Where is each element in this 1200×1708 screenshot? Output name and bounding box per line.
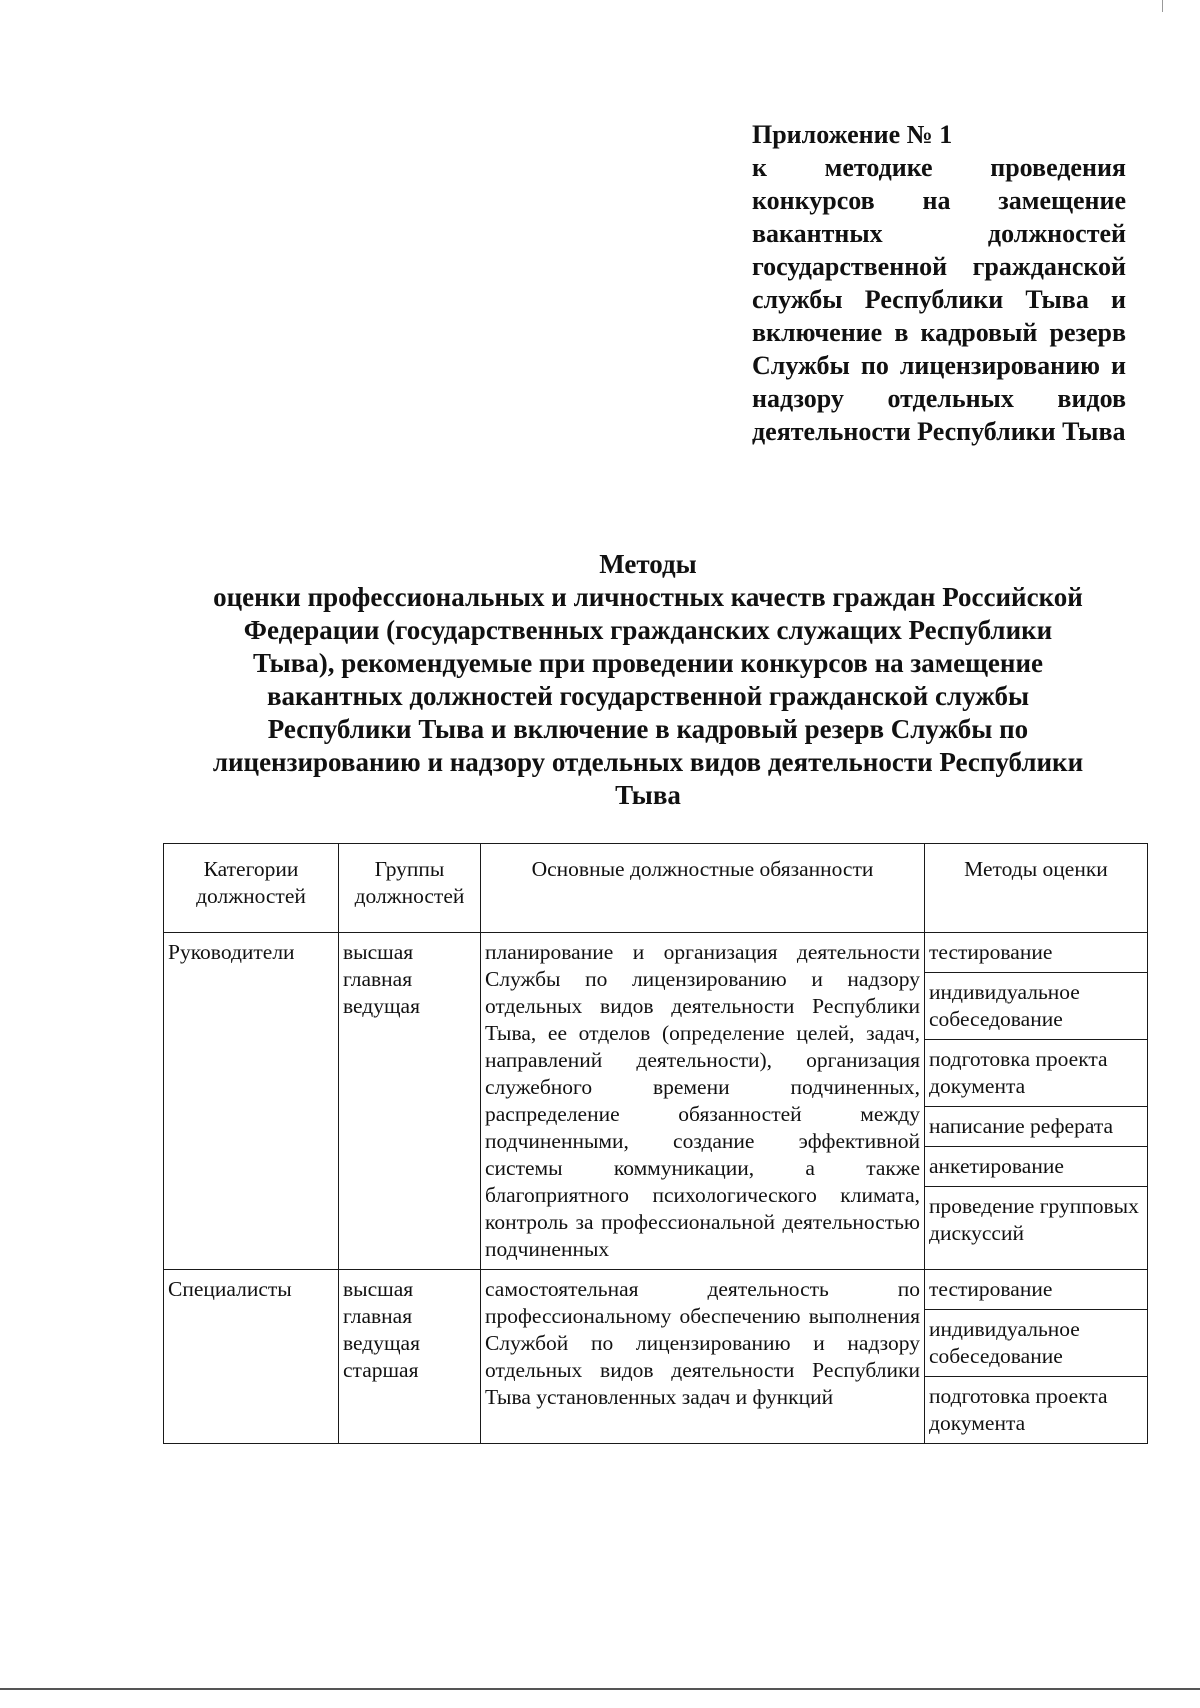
title-line: Тыва: [615, 780, 681, 810]
title-line: Республики Тыва и включение в кадровый резерв Службы по: [267, 714, 1029, 744]
group-item: старшая: [343, 1358, 419, 1382]
scan-mark: [1162, 0, 1163, 12]
methods-cell: [925, 1270, 1148, 1444]
method-item: анкетирование: [925, 1147, 1147, 1187]
table-header-row: [164, 844, 1148, 933]
method-item: проведение групповых дискуссий: [929, 1194, 1139, 1245]
method-item: тестирование: [925, 1270, 1147, 1310]
method-item: индивидуальное собеседование: [925, 973, 1147, 1040]
group-item: высшая: [343, 940, 414, 964]
duties-cell: планирование и организация деятельности Службы по лицензированию и надзору отдельных видов деятельности Республики Тыва, ее отделов (определение целей, задач, направлений деятельности), организация служебного времени подчиненных, распределение обязанностей между подчиненными, создание эффективной системы коммуникации, а также благоприятного психологического климата, контроль за профессиональной деятельностью подчиненных: [481, 933, 925, 1270]
appendix-text: к методике проведения конкурсов на замещение вакантных должностей государственной гражданской службы Республики Тыва и включение в кадровый резерв Службы по лицензированию и надзору отдельных видов деятельности Республики Тыва: [752, 153, 1126, 446]
groups-cell: [339, 1270, 481, 1444]
header-groups: Группы должностей: [339, 844, 481, 933]
method-item: подготовка проекта документа: [925, 1040, 1147, 1107]
title-line: Федерации (государственных гражданских служащих Республики: [243, 615, 1053, 645]
appendix-block: [752, 118, 1126, 448]
title-line: вакантных должностей государственной гражданской службы: [266, 681, 1030, 711]
group-item: главная: [343, 1304, 413, 1328]
title-line: Методы: [599, 549, 697, 579]
methods-cell: [925, 933, 1148, 1270]
group-item: высшая: [343, 1277, 414, 1301]
table-row-specialists: [164, 1270, 1148, 1444]
group-item: главная: [343, 967, 413, 991]
table-row-managers: [164, 933, 1148, 1270]
document-title: [150, 548, 1146, 812]
title-line: Тыва), рекомендуемые при проведении конкурсов на замещение: [252, 648, 1043, 678]
method-item: написание реферата: [925, 1107, 1147, 1147]
methods-table: [163, 843, 1148, 1444]
bottom-rule: [0, 1688, 1200, 1690]
method-item: индивидуальное собеседование: [925, 1310, 1147, 1377]
method-item: подготовка проекта документа: [929, 1384, 1108, 1435]
method-item: тестирование: [925, 933, 1147, 973]
duties-cell: самостоятельная деятельность по профессиональному обеспечению выполнения Службой по лицензированию и надзору отдельных видов деятельности Республики Тыва установленных задач и функций: [481, 1270, 925, 1444]
header-methods: Методы оценки: [925, 844, 1148, 933]
groups-cell: [339, 933, 481, 1270]
category-cell: Специалисты: [164, 1270, 339, 1444]
title-line: оценки профессиональных и личностных качеств граждан Российской: [213, 582, 1083, 612]
category-cell: Руководители: [164, 933, 339, 1270]
appendix-title: Приложение № 1: [752, 120, 953, 149]
header-categories: Категории должностей: [164, 844, 339, 933]
header-duties: Основные должностные обязанности: [481, 844, 925, 933]
group-item: ведущая: [343, 1331, 420, 1355]
group-item: ведущая: [343, 994, 420, 1018]
title-line: лицензированию и надзору отдельных видов деятельности Республики: [212, 747, 1084, 777]
